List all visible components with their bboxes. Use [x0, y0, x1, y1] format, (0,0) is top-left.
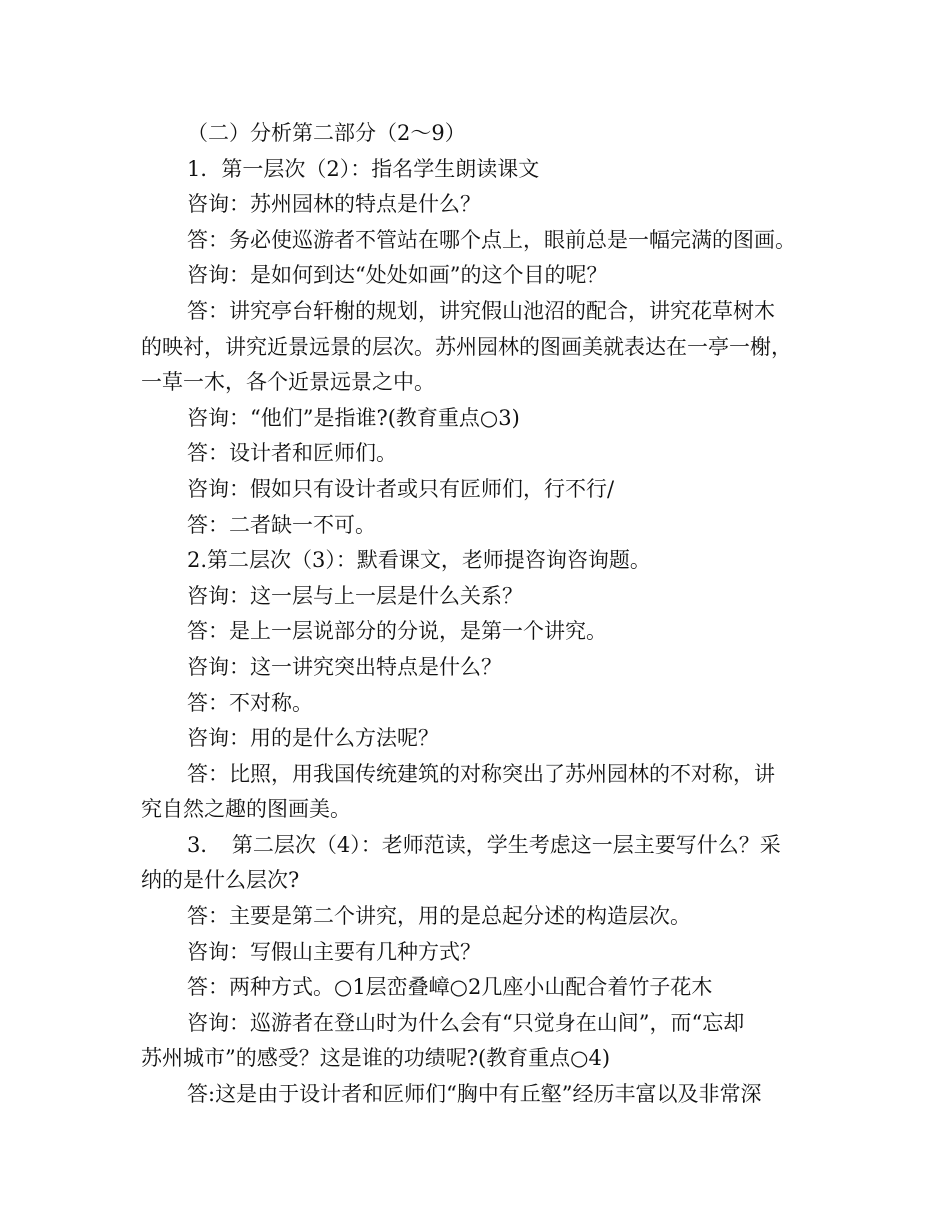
- text-line: 答：不对称。: [187, 690, 313, 715]
- text-line: 3． 第二层次（4）：老师范读，学生考虑这一层主要写什么？采: [187, 832, 781, 857]
- text-line: 的映衬，讲究近景远景的层次。苏州园林的图画美就表达在一亭一榭，: [141, 334, 792, 359]
- text-line: 咨询：写假山主要有几种方式？: [187, 939, 481, 964]
- text-line: 答：务必使巡游者不管站在哪个点上，眼前总是一幅完满的图画。: [187, 227, 796, 252]
- text-line: 答：两种方式。○1层峦叠嶂○2几座小山配合着竹子花木: [187, 975, 713, 1000]
- text-line: 咨询：这一讲究突出特点是什么？: [187, 654, 502, 679]
- text-line: 1．第一层次（2）：指名学生朗读课文: [187, 156, 540, 181]
- text-line: 纳的是什么层次?: [141, 868, 300, 893]
- text-line: 咨询：假如只有设计者或只有匠师们，行不行/: [187, 476, 615, 501]
- text-line: 答：二者缺一不可。: [187, 512, 376, 537]
- text-line: 咨询：苏州园林的特点是什么？: [187, 192, 481, 217]
- text-line: 答：设计者和匠师们。: [187, 441, 397, 466]
- text-line: 答:这是由于设计者和匠师们“胸中有丘壑”经历丰富以及非常深: [187, 1082, 762, 1107]
- text-line: 究自然之趣的图画美。: [141, 797, 351, 822]
- text-line: 答：讲究亭台轩榭的规划，讲究假山池沼的配合，讲究花草树木: [187, 298, 775, 323]
- text-line: 咨询：巡游者在登山时为什么会有“只觉身在山间”，而“忘却: [187, 1010, 745, 1035]
- text-line: 答：主要是第二个讲究，用的是总起分述的构造层次。: [187, 904, 691, 929]
- text-line: 答：是上一层说部分的分说，是第一个讲究。: [187, 619, 607, 644]
- text-line: 2.第二层次（3）：默看课文，老师提咨询咨询题。: [187, 548, 651, 573]
- text-line: 答：比照，用我国传统建筑的对称突出了苏州园林的不对称，讲: [187, 761, 775, 786]
- text-line: 苏州城市”的感受？这是谁的功绩呢?(教育重点○4): [141, 1046, 611, 1071]
- text-line: 咨询：是如何到达“处处如画”的这个目的呢？: [187, 263, 608, 288]
- text-line: （二）分析第二部分（2～9）: [187, 121, 466, 145]
- text-line: 一草一木，各个近景远景之中。: [141, 370, 435, 395]
- text-line: 咨询：这一层与上一层是什么关系？: [187, 583, 523, 608]
- text-line: 咨询：用的是什么方法呢？: [187, 726, 439, 751]
- text-line: 咨询：“他们”是指谁?(教育重点○3): [187, 405, 520, 430]
- document-body: [141, 116, 821, 1113]
